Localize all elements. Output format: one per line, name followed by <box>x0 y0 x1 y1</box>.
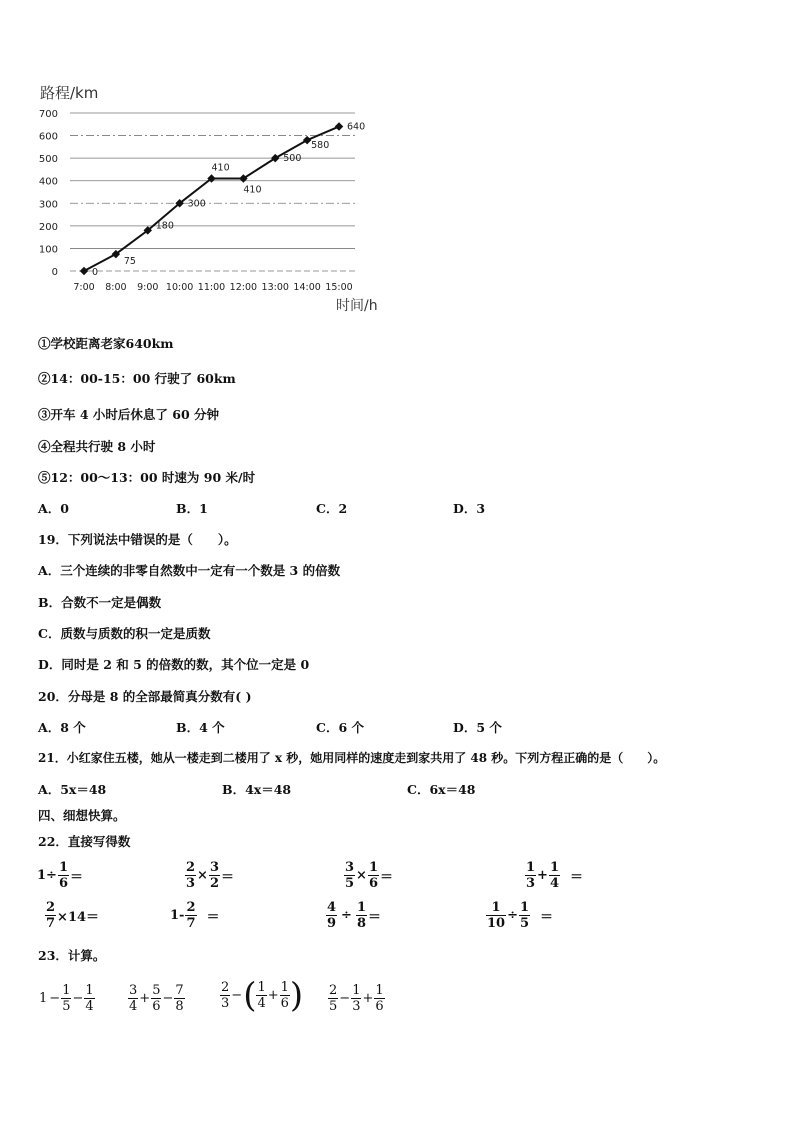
fraction: $\frac{7}{8}$ <box>175 983 184 1014</box>
fraction: $\frac{1}{3}$ <box>526 860 536 891</box>
x-tick-label: 14:00 <box>293 282 321 293</box>
operator: + <box>362 991 374 1006</box>
q22-item-1 <box>36 860 84 891</box>
expr-suffix: ＝ <box>221 870 235 885</box>
x-tick-label: 12:00 <box>229 282 258 293</box>
number: 1 <box>39 991 48 1006</box>
distance-time-chart <box>30 78 400 318</box>
x-tick-label: 7:00 <box>73 282 95 293</box>
operator: + <box>139 991 151 1006</box>
y-tick-label: 600 <box>38 131 58 143</box>
x-tick-label: 15:00 <box>325 282 353 293</box>
operator: − <box>231 988 243 1003</box>
operator: − <box>72 991 84 1006</box>
data-label: 75 <box>123 256 136 268</box>
expr-suffix: ＝ <box>380 870 394 885</box>
right-paren: ) <box>289 975 304 1016</box>
q19-option-b: B．合数不一定是偶数 <box>38 595 162 610</box>
data-label: 180 <box>155 220 174 232</box>
operator: − <box>162 991 174 1006</box>
fraction: $\frac{1}{4}$ <box>257 980 266 1011</box>
fraction: $\frac{2}{7}$ <box>186 900 196 931</box>
statement-5: ⑤12：00～13：00 时速为 90 米/时 <box>38 470 256 485</box>
q23-expr-4 <box>328 983 385 1014</box>
q20-option-d: D．5 个 <box>453 720 502 735</box>
q22-item-3 <box>344 860 394 891</box>
x-tick-label: 13:00 <box>261 282 289 293</box>
q21-option-b: B．4x＝48 <box>222 782 292 797</box>
series-line <box>84 127 339 271</box>
expr-suffix: ＝ <box>570 870 584 885</box>
fraction: $\frac{4}{9}$ <box>327 900 337 931</box>
fraction: $\frac{1}{6}$ <box>368 860 378 891</box>
fraction: $\frac{5}{6}$ <box>152 983 161 1014</box>
q22-stem: 22．直接写得数 <box>38 834 131 849</box>
y-tick-label: 400 <box>38 176 58 188</box>
expr-suffix: ＝ <box>540 910 554 925</box>
x-axis-title: 时间/h <box>336 298 378 314</box>
x-tick-labels <box>73 282 352 293</box>
q18-option-c: C．2 <box>316 501 348 516</box>
statement-4: ④全程共行驶 8 小时 <box>38 439 156 454</box>
q21-stem: 21．小红家住五楼，她从一楼走到二楼用了 x 秒，她用同样的速度走到家共用了 48 秒。下列方程正确的是（ ）。 <box>38 751 666 765</box>
expr-prefix: 1÷ <box>37 868 57 883</box>
data-point <box>303 136 311 144</box>
fraction: $\frac{2}{7}$ <box>46 900 56 931</box>
fraction: $\frac{1}{3}$ <box>352 983 361 1014</box>
x-tick-label: 10:00 <box>165 282 194 293</box>
q19-option-a: A．三个连续的非零自然数中一定有一个数是 3 的倍数 <box>38 563 341 578</box>
data-label: 300 <box>187 198 206 210</box>
fraction: $\frac{2}{3}$ <box>221 980 230 1011</box>
y-tick-label: 500 <box>38 154 58 166</box>
data-label: 640 <box>347 121 366 133</box>
fraction: $\frac{1}{10}$ <box>487 900 506 931</box>
expr-suffix: ＝ <box>368 910 382 925</box>
y-tick-label: 200 <box>38 221 58 233</box>
statement-1: ①学校距离老家640km <box>38 336 174 351</box>
q19-option-c: C．质数与质数的积一定是质数 <box>38 626 211 641</box>
q22-item-4 <box>525 860 584 891</box>
operator: ÷ <box>507 908 518 923</box>
q18-option-b: B．1 <box>176 501 208 516</box>
fraction: $\frac{3}{5}$ <box>345 860 355 891</box>
q22-item-8 <box>486 900 554 931</box>
q20-stem: 20．分母是 8 的全部最简真分数有( ) <box>38 689 252 704</box>
left-paren: ( <box>243 975 257 1016</box>
statement-2: ②14：00-15：00 行驶了 60km <box>38 371 236 386</box>
q22-item-7 <box>326 900 382 931</box>
expr-suffix: ＝ <box>206 910 220 925</box>
operator: ÷ <box>341 908 352 923</box>
q23-stem: 23．计算。 <box>38 948 106 963</box>
fraction: $\frac{1}{6}$ <box>375 983 384 1014</box>
fraction: $\frac{1}{6}$ <box>58 860 68 891</box>
x-tick-label: 11:00 <box>197 282 226 293</box>
expr-prefix: 1- <box>170 908 185 923</box>
chart-grid <box>70 113 355 271</box>
q21-option-a: A．5x＝48 <box>38 782 107 797</box>
expr-suffix: ＝ <box>70 870 84 885</box>
q18-option-d: D．3 <box>453 501 486 516</box>
q19-stem: 19．下列说法中错误的是（ ）。 <box>38 532 237 547</box>
operator: − <box>339 991 351 1006</box>
y-tick-label: 300 <box>38 199 58 211</box>
data-label: 580 <box>311 140 330 152</box>
operator: + <box>267 988 279 1003</box>
fraction: $\frac{1}{6}$ <box>280 980 289 1011</box>
fraction: $\frac{1}{8}$ <box>356 900 366 931</box>
q23-expr-3 <box>220 975 304 1016</box>
q20-option-c: C．6 个 <box>316 720 364 735</box>
fraction: $\frac{1}{4}$ <box>549 860 559 891</box>
data-label: 410 <box>211 162 230 174</box>
fraction: $\frac{3}{4}$ <box>129 983 138 1014</box>
fraction: $\frac{1}{5}$ <box>520 900 530 931</box>
q20-option-a: A．8 个 <box>38 720 86 735</box>
data-label: 410 <box>243 184 262 196</box>
fraction: $\frac{1}{5}$ <box>62 983 71 1014</box>
y-tick-label: 0 <box>51 267 58 278</box>
fraction: $\frac{3}{2}$ <box>209 860 219 891</box>
operator: × <box>356 868 367 883</box>
y-axis-title: 路程/km <box>40 84 99 102</box>
operator: × <box>197 868 208 883</box>
data-label: 500 <box>283 153 302 165</box>
q21-option-c: C．6x＝48 <box>407 782 476 797</box>
fraction: $\frac{1}{4}$ <box>85 983 94 1014</box>
data-point <box>80 267 88 275</box>
q22-item-2 <box>185 860 235 891</box>
data-labels <box>92 122 365 278</box>
expr-suffix: ×14＝ <box>57 910 100 925</box>
q22-item-5 <box>45 900 100 931</box>
q23-expr-1 <box>38 983 95 1014</box>
y-tick-labels <box>39 109 58 278</box>
q22-item-6 <box>169 900 221 931</box>
y-tick-label: 100 <box>38 244 58 256</box>
statement-3: ③开车 4 小时后休息了 60 分钟 <box>38 407 220 422</box>
data-point <box>335 122 343 130</box>
x-tick-label: 8:00 <box>105 282 127 293</box>
q23-expr-2 <box>128 983 185 1014</box>
fraction: $\frac{2}{3}$ <box>186 860 196 891</box>
operator: + <box>537 868 548 883</box>
y-tick-label: 700 <box>38 109 58 120</box>
fraction: $\frac{2}{5}$ <box>329 983 338 1014</box>
operator: − <box>49 991 61 1006</box>
section-heading: 四、细想快算。 <box>38 808 126 823</box>
q19-option-d: D．同时是 2 和 5 的倍数的数，其个位一定是 0 <box>38 657 310 672</box>
q20-option-b: B．4 个 <box>176 720 225 735</box>
x-tick-label: 9:00 <box>137 282 159 293</box>
q18-option-a: A．0 <box>38 501 69 516</box>
data-label: 0 <box>92 267 99 278</box>
